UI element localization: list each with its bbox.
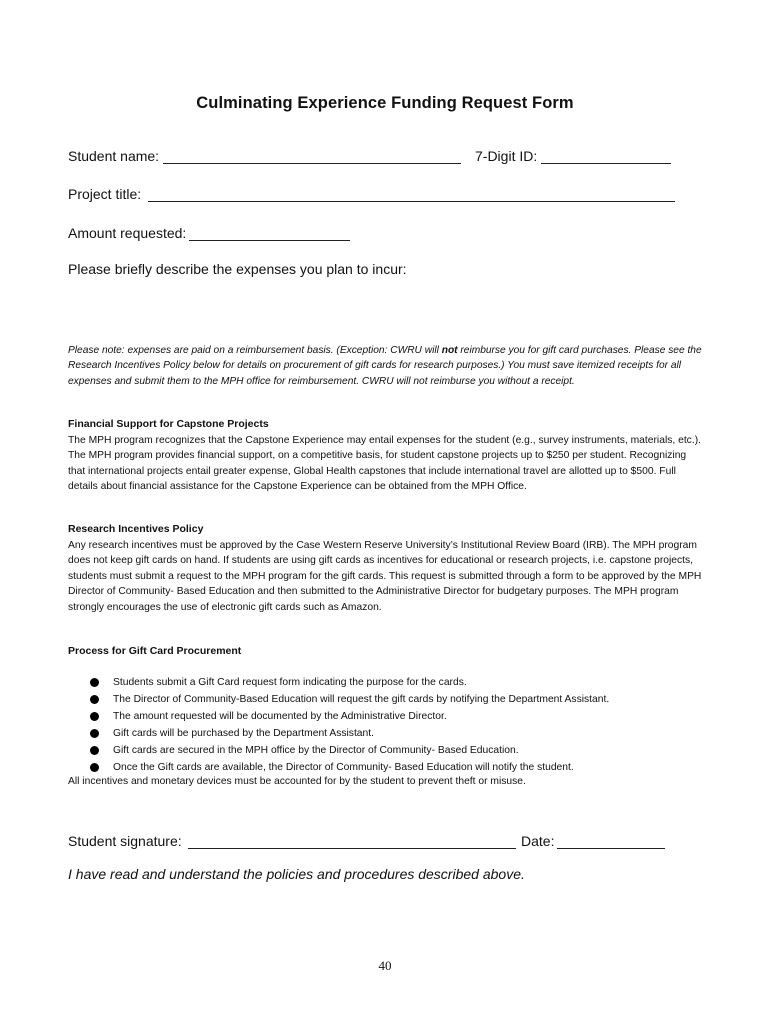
form-title: Culminating Experience Funding Request Form <box>196 94 574 112</box>
note-text-part1: Please note: expenses are paid on a reimbursement basis. (Exception: CWRU will <box>68 345 442 356</box>
financial-support-heading: Financial Support for Capstone Projects <box>68 418 269 430</box>
bullet-icon <box>90 763 99 772</box>
list-item <box>80 708 609 725</box>
signature-label: Student signature: <box>68 833 182 849</box>
project-title-field[interactable] <box>148 201 675 202</box>
list-item <box>80 691 609 708</box>
page-number: 40 <box>378 958 392 973</box>
student-name-label: Student name: <box>68 148 160 164</box>
research-incentives-heading: Research Incentives Policy <box>68 523 204 535</box>
financial-support-text: The MPH program recognizes that the Capstone Experience may entail expenses for the student (e.g., survey instruments, materials, etc.). The MPH program provides financial support, on a competitive basis, for student capstone projects up to $250 per student. Recognizing that international projects entail greater expense, Global Health capstones that include international travel are allotted up to $500. Full details about financial assistance for the Capstone Experience can be obtained from the MPH Office. <box>68 435 701 493</box>
bullet-icon <box>90 746 99 755</box>
student-id-label: 7-Digit ID: <box>475 148 538 164</box>
gift-card-closing-text: All incentives and monetary devices must be accounted for by the student to prevent theft or misuse. <box>68 776 526 787</box>
student-id-field[interactable] <box>541 163 671 164</box>
signature-field[interactable] <box>188 848 516 849</box>
step-text: Once the Gift cards are available, the Director of Community- Based Education will notify the student. <box>113 762 574 773</box>
bullet-icon <box>90 712 99 721</box>
gift-card-steps-list <box>80 674 609 776</box>
list-item <box>80 674 609 691</box>
reimbursement-note <box>68 343 708 389</box>
bullet-icon <box>90 729 99 738</box>
expenses-description-area[interactable] <box>68 282 708 334</box>
amount-requested-label: Amount requested: <box>68 225 187 241</box>
list-item <box>80 742 609 759</box>
project-title-label: Project title: <box>68 186 142 202</box>
date-field[interactable] <box>557 848 665 849</box>
research-incentives-text: Any research incentives must be approved by the Case Western Reserve University’s Institutional Review Board (IRB). The MPH program does not keep gift cards on hand. If students are using gift cards as incentives for educational or research projects, i.e. capstone projects, students must submit a request to the MPH program for the gift cards. This request is submitted through a form to be approved by the MPH Director of Community- Based Education and then submitted to the Administrative Director for budgetary purposes. The MPH program strongly encourages the use of electronic gift cards such as Amazon. <box>68 540 702 613</box>
date-label: Date: <box>521 833 555 849</box>
amount-requested-field[interactable] <box>189 240 350 241</box>
acknowledgement-statement: I have read and understand the policies and procedures described above. <box>68 866 525 882</box>
note-emphasis: not <box>441 345 458 356</box>
gift-card-process-heading: Process for Gift Card Procurement <box>68 645 242 657</box>
expenses-description-prompt: Please briefly describe the expenses you plan to incur: <box>68 261 407 277</box>
step-text: The amount requested will be documented by the Administrative Director. <box>113 711 447 722</box>
step-text: The Director of Community-Based Education will request the gift cards by notifying the Department Assistant. <box>113 694 610 705</box>
note-text-part2: reimburse you for gift card purchases. Please see the Research Incentives Policy below for details on procurement of gift cards for research purposes.) You must save itemized receipts for all expenses and submit them to the MPH office for reimbursement. CWRU will not reimburse you without a receipt. <box>68 345 702 387</box>
step-text: Gift cards are secured in the MPH office by the Director of Community- Based Education. <box>113 745 519 756</box>
list-item <box>80 725 609 742</box>
step-text: Gift cards will be purchased by the Department Assistant. <box>113 728 374 739</box>
student-name-field[interactable] <box>163 163 461 164</box>
step-text: Students submit a Gift Card request form indicating the purpose for the cards. <box>113 677 467 688</box>
bullet-icon <box>90 695 99 704</box>
bullet-icon <box>90 678 99 687</box>
